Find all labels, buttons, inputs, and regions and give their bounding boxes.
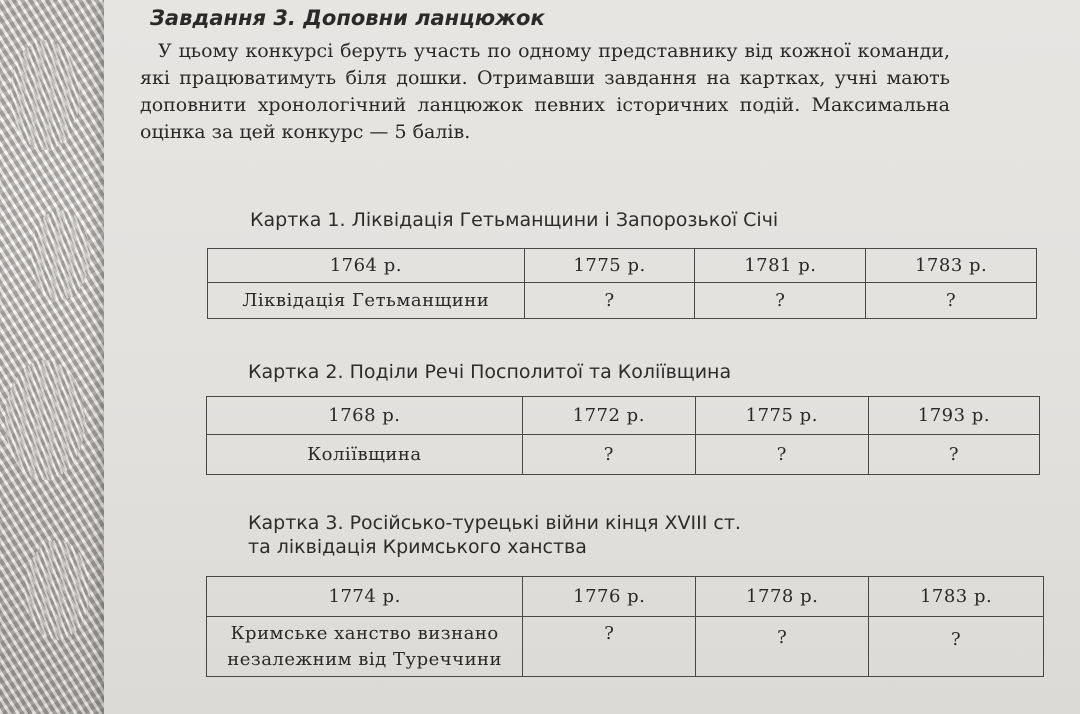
year-cell: 1783 р.	[866, 249, 1037, 283]
event-cell: Ліквідація Гетьманщини	[208, 283, 525, 319]
event-cell: ?	[869, 617, 1044, 677]
year-cell: 1764 р.	[208, 249, 525, 283]
card-3-title-line-2: та ліквідація Кримського ханства	[248, 536, 587, 558]
year-cell: 1793 р.	[868, 397, 1039, 435]
event-cell: Кримське ханство визнано незалежним від Туреччини	[207, 617, 523, 677]
event-cell: ?	[523, 617, 696, 677]
lace-pattern	[30, 210, 90, 300]
event-cell: ?	[695, 283, 866, 319]
card-3-title	[248, 511, 741, 559]
year-cell: 1768 р.	[207, 397, 523, 435]
year-cell: 1778 р.	[696, 577, 869, 617]
task-intro: У цьому конкурсі беруть участь по одному представнику від кожної команди, які працюватимуть біля дошки. Отримавши завдання на картках, учні мають доповнити хронологічний ланцюжок певних історичних подій. Максимальна оцінка за цей конкурс — 5 балів.	[140, 40, 950, 143]
year-cell: 1774 р.	[207, 577, 523, 617]
year-cell: 1775 р.	[695, 397, 868, 435]
lace-pattern	[25, 540, 90, 640]
card-2-table	[206, 396, 1040, 475]
card-2-title: Картка 2. Поділи Речі Посполитої та Коліївщина	[248, 361, 732, 383]
year-cell: 1775 р.	[524, 249, 695, 283]
table-row	[207, 397, 1040, 435]
event-cell: ?	[866, 283, 1037, 319]
table-row	[207, 577, 1044, 617]
table-row	[207, 617, 1044, 677]
event-cell: ?	[868, 435, 1039, 475]
year-cell: 1783 р.	[869, 577, 1044, 617]
card-3-table	[206, 576, 1044, 677]
event-cell: ?	[695, 435, 868, 475]
lace-pattern	[10, 40, 80, 150]
year-cell: 1776 р.	[523, 577, 696, 617]
table-row	[208, 283, 1037, 319]
task-title: Завдання 3. Доповни ланцюжок	[150, 6, 545, 30]
event-cell: Коліївщина	[207, 435, 523, 475]
card-1-title: Картка 1. Ліквідація Гетьманщини і Запорозької Січі	[250, 209, 779, 231]
lace-tablecloth-background	[0, 0, 112, 714]
event-cell: ?	[524, 283, 695, 319]
event-cell: ?	[522, 435, 695, 475]
lace-pattern	[5, 360, 85, 480]
card-1-table	[207, 248, 1037, 319]
year-cell: 1781 р.	[695, 249, 866, 283]
table-row	[208, 249, 1037, 283]
year-cell: 1772 р.	[522, 397, 695, 435]
card-3-title-line-1: Картка 3. Російсько-турецькі війни кінця XVIII ст.	[248, 512, 741, 534]
event-cell: ?	[696, 617, 869, 677]
table-row	[207, 435, 1040, 475]
